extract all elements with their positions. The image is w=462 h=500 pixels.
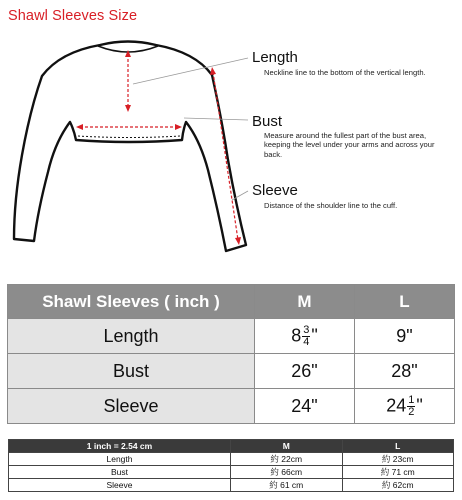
inch-header-m: M — [255, 285, 355, 319]
cm-size-table — [8, 439, 454, 492]
inch-header-name: Shawl Sleeves ( inch ) — [8, 285, 255, 319]
table-row — [8, 354, 455, 389]
length-m-value: 8 $\frac{3}{4}$ " — [255, 319, 355, 354]
row-label-bust: Bust — [8, 354, 255, 389]
table-row — [9, 453, 454, 466]
cm-header-conversion: 1 inch = 2.54 cm — [9, 440, 231, 453]
sleeve-m-value: 24" — [255, 389, 355, 424]
table-row — [8, 319, 455, 354]
bust-leader — [184, 118, 248, 120]
bust-edge — [78, 136, 180, 138]
cm-header-m: M — [231, 440, 343, 453]
cm-length-l: 約 23cm — [342, 453, 454, 466]
cm-row-label-length: Length — [9, 453, 231, 466]
length-description: Neckline line to the bottom of the vertical length. — [264, 68, 426, 77]
length-m-fraction: $\frac{3}{4}$ — [303, 323, 310, 348]
sleeve-l-fraction: $\frac{1}{2}$ — [408, 393, 415, 418]
table-row — [8, 389, 455, 424]
inch-header-l: L — [355, 285, 455, 319]
page-title: Shawl Sleeves Size — [8, 8, 138, 24]
bust-m-value: 26" — [255, 354, 355, 389]
cm-row-label-bust: Bust — [9, 466, 231, 479]
inch-table-header — [8, 285, 455, 319]
sleeve-description: Distance of the shoulder line to the cuff. — [264, 201, 398, 210]
bust-label: Bust — [252, 113, 283, 130]
table-row — [9, 479, 454, 492]
cm-sleeve-m: 約 61 cm — [231, 479, 343, 492]
bust-l-value: 28" — [355, 354, 455, 389]
length-leader — [133, 58, 248, 84]
row-label-length: Length — [8, 319, 255, 354]
row-label-sleeve: Sleeve — [8, 389, 255, 424]
cm-table-header — [9, 440, 454, 453]
cm-header-l: L — [342, 440, 454, 453]
cm-row-label-sleeve: Sleeve — [9, 479, 231, 492]
cm-sleeve-l: 約 62cm — [342, 479, 454, 492]
sleeve-arrow — [213, 72, 238, 240]
sleeve-label: Sleeve — [252, 182, 298, 199]
cm-length-m: 約 22cm — [231, 453, 343, 466]
length-label: Length — [252, 49, 298, 66]
sleeve-l-value: 24 $\frac{1}{2}$ " — [355, 389, 455, 424]
table-row — [9, 466, 454, 479]
inch-size-table — [7, 284, 455, 424]
length-l-value: 9" — [355, 319, 455, 354]
cm-bust-l: 約 71 cm — [342, 466, 454, 479]
cm-bust-m: 約 66cm — [231, 466, 343, 479]
bust-description: Measure around the fullest part of the bust area, keeping the level under your arms and across your back. — [264, 131, 435, 159]
